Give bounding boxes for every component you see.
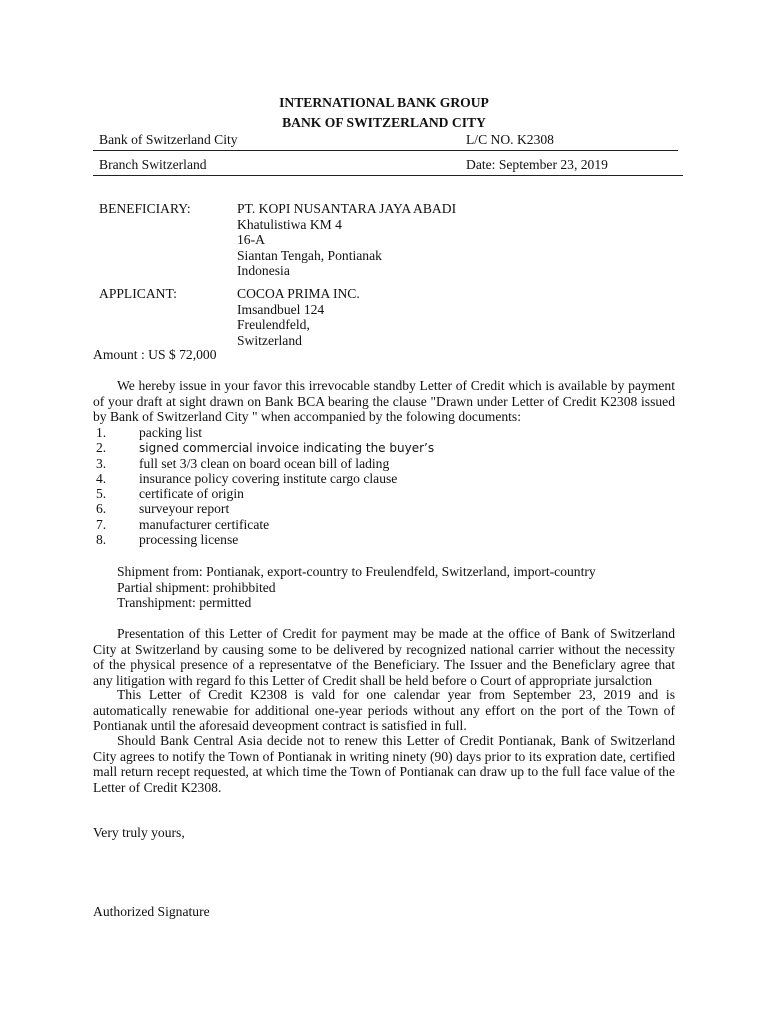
renewal-paragraph: Should Bank Central Asia decide not to renew this Letter of Credit Pontianak, Bank of Switzerland City agrees to notify the Town of Pontianak in writing ninety (90) days prior to its expration date, certified mall return recept requested, at which time the Town of Pontianak can draw up to the full face value of the Letter of Credit K2308.: [93, 733, 675, 795]
shipment-details: [117, 564, 596, 611]
applicant-line: Imsandbuel 124: [237, 301, 325, 317]
beneficiary-line: Indonesia: [237, 263, 290, 278]
header-rule-top: [93, 150, 678, 151]
applicant-line: Switzerland: [237, 332, 302, 348]
branch-label: Branch Switzerland: [99, 157, 207, 172]
applicant-line: Freulendfeld,: [237, 317, 310, 332]
applicant-line: COCOA PRIMA INC.: [237, 286, 360, 301]
list-item: 5. certificate of origin: [96, 486, 244, 502]
lc-number: L/C NO. K2308: [466, 132, 554, 147]
issue-date: Date: September 23, 2019: [466, 157, 608, 172]
authorized-signature: Authorized Signature: [93, 904, 210, 919]
list-item: 1. packing list: [96, 425, 203, 440]
amount: Amount : US $ 72,000: [93, 347, 217, 362]
list-item: 2. signed commercial invoice indicating the buyer’s: [96, 440, 435, 456]
validity-paragraph: This Letter of Credit K2308 is vald for one calendar year from September 23, 2019 and is automatically renewabie for additional one-year periods without any effort on the port of the Town of Pontianak until the aforesaid deveopment contract is satisfied in full.: [93, 687, 675, 733]
intro-paragraph: We hereby issue in your favor this irrevocable standby Letter of Credit which is available by payment of your draft at sight drawn on Bank BCA bearing the clause "Drawn under Letter of Credit K2308 issued by Bank of Switzerland City " when accompanied by the folowing documents:: [93, 378, 675, 424]
beneficiary-line: Siantan Tengah, Pontianak: [237, 247, 382, 263]
beneficiary-line: PT. KOPI NUSANTARA JAYA ABADI: [237, 201, 457, 216]
list-item: 7. manufacturer certificate: [96, 516, 270, 532]
documents-list: [96, 425, 434, 547]
list-item: 4. insurance policy covering institute cargo clause: [96, 470, 398, 486]
applicant-label: APPLICANT:: [99, 286, 177, 301]
list-item: 3. full set 3/3 clean on board ocean bill of lading: [96, 455, 390, 471]
bank-city-label: Bank of Switzerland City: [99, 132, 238, 147]
presentation-paragraph: Presentation of this Letter of Credit for payment may be made at the office of Bank of Switzerland City at Switzerland by causing some to be delivered by recognized national carrier without the necessity of the physical presence of a representatve of the Beneficiary. The Issuer and the Beneficlary agree that any litigation with regard fo this Letter of Credit shall be held before o Court of appropriate jursalction: [93, 626, 675, 688]
applicant-address: [237, 286, 360, 348]
partial-shipment: Partial shipment: prohibbited: [117, 579, 276, 595]
beneficiary-address: [237, 201, 456, 279]
beneficiary-line: 16-A: [237, 232, 265, 247]
bank-group-title: INTERNATIONAL BANK GROUP: [279, 95, 489, 110]
beneficiary-label: BENEFICIARY:: [99, 201, 191, 216]
list-item: 8. processing license: [96, 532, 239, 548]
header-rule-bottom: [93, 175, 683, 176]
beneficiary-line: Khatulistiwa KM 4: [237, 216, 342, 232]
bank-name-title: BANK OF SWITZERLAND CITY: [282, 115, 486, 130]
closing: Very truly yours,: [93, 825, 185, 840]
shipment-from: Shipment from: Pontianak, export-country to Freulendfeld, Switzerland, import-country: [117, 564, 596, 579]
transhipment: Transhipment: permitted: [117, 595, 252, 610]
list-item: 6. surveyour report: [96, 501, 230, 517]
